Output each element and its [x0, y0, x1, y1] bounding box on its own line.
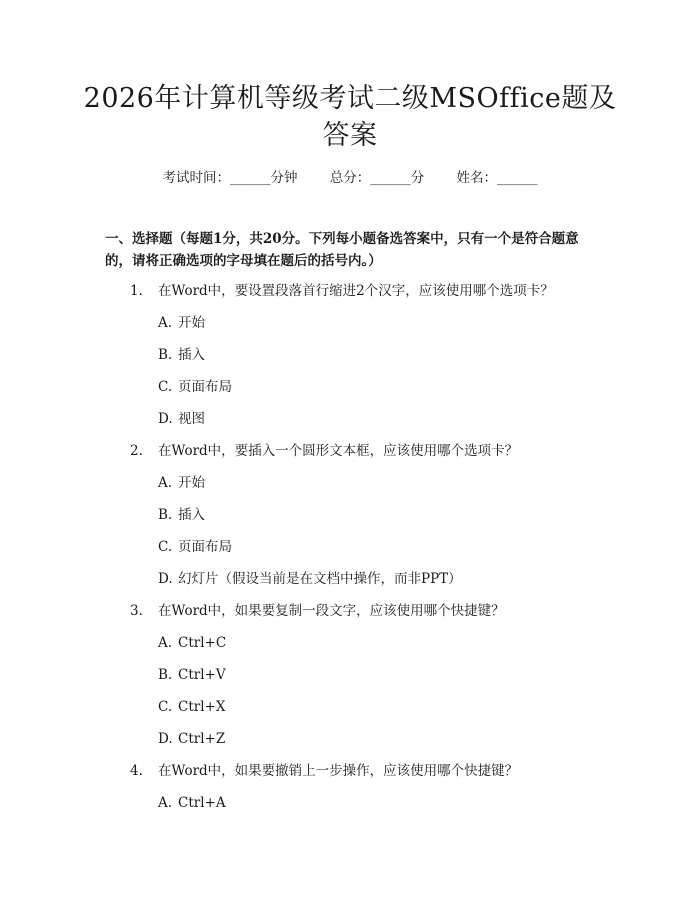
option-letter: D.: [158, 731, 173, 747]
option-1b: [158, 346, 205, 364]
option-text: Ctrl+X: [178, 699, 226, 715]
option-letter: C.: [158, 699, 173, 715]
option-text: 视图: [178, 411, 205, 427]
option-text: Ctrl+Z: [178, 731, 226, 747]
option-text: Ctrl+V: [178, 667, 226, 683]
question-number: 1.: [130, 283, 143, 299]
option-letter: A.: [158, 315, 173, 331]
option-1c: [158, 378, 232, 396]
option-3b: [158, 666, 226, 684]
question-number: 4.: [130, 763, 143, 779]
option-2a: [158, 474, 205, 492]
option-letter: A.: [158, 795, 173, 811]
option-text: 插入: [178, 507, 205, 523]
option-text: 页面布局: [178, 539, 232, 555]
option-1d: [158, 410, 205, 428]
question-text: 在Word中，如果要撤销上一步操作，应该使用哪个快捷键？: [158, 763, 519, 779]
option-2c: [158, 538, 232, 556]
option-text: 幻灯片（假设当前是在文档中操作，而非PPT）: [178, 571, 462, 587]
question-1: [130, 282, 554, 300]
option-letter: A.: [158, 635, 173, 651]
option-text: 插入: [178, 347, 205, 363]
option-2d: [158, 570, 462, 588]
question-4: [130, 762, 518, 780]
question-number: 2.: [130, 443, 143, 459]
question-number: 3.: [130, 603, 143, 619]
question-2: [130, 442, 518, 460]
option-letter: D.: [158, 411, 173, 427]
exam-time: 考试时间：______分钟: [162, 170, 298, 186]
option-1a: [158, 314, 205, 332]
question-text: 在Word中，要插入一个圆形文本框，应该使用哪个选项卡？: [158, 443, 519, 459]
option-text: Ctrl+A: [178, 795, 226, 811]
option-letter: C.: [158, 379, 173, 395]
option-3d: [158, 730, 225, 748]
option-letter: B.: [158, 667, 173, 683]
option-2b: [158, 506, 205, 524]
option-text: 页面布局: [178, 379, 232, 395]
exam-meta: [0, 169, 700, 187]
option-3a: [158, 634, 226, 652]
question-text: 在Word中，要设置段落首行缩进2个汉字，应该使用哪个选项卡？: [158, 283, 554, 299]
question-text: 在Word中，如果要复制一段文字，应该使用哪个快捷键？: [158, 603, 505, 619]
option-letter: A.: [158, 475, 173, 491]
exam-total-score: 总分：______分: [329, 170, 425, 186]
option-3c: [158, 698, 225, 716]
option-letter: B.: [158, 347, 173, 363]
option-letter: B.: [158, 507, 173, 523]
option-letter: C.: [158, 539, 173, 555]
exam-name: 姓名：______: [456, 170, 538, 186]
option-text: 开始: [178, 475, 205, 491]
section-heading: 一、选择题（每题1分，共20分。下列每小题备选答案中，只有一个是符合题意的，请将正确选项的字母填在题后的括号内。）: [105, 231, 579, 269]
option-text: 开始: [178, 315, 205, 331]
page-title: 2026年计算机等级考试二级MSOffice题及答案: [83, 83, 617, 151]
question-3: [130, 602, 505, 620]
option-4a: [158, 794, 226, 812]
option-text: Ctrl+C: [178, 635, 227, 651]
option-letter: D.: [158, 571, 173, 587]
